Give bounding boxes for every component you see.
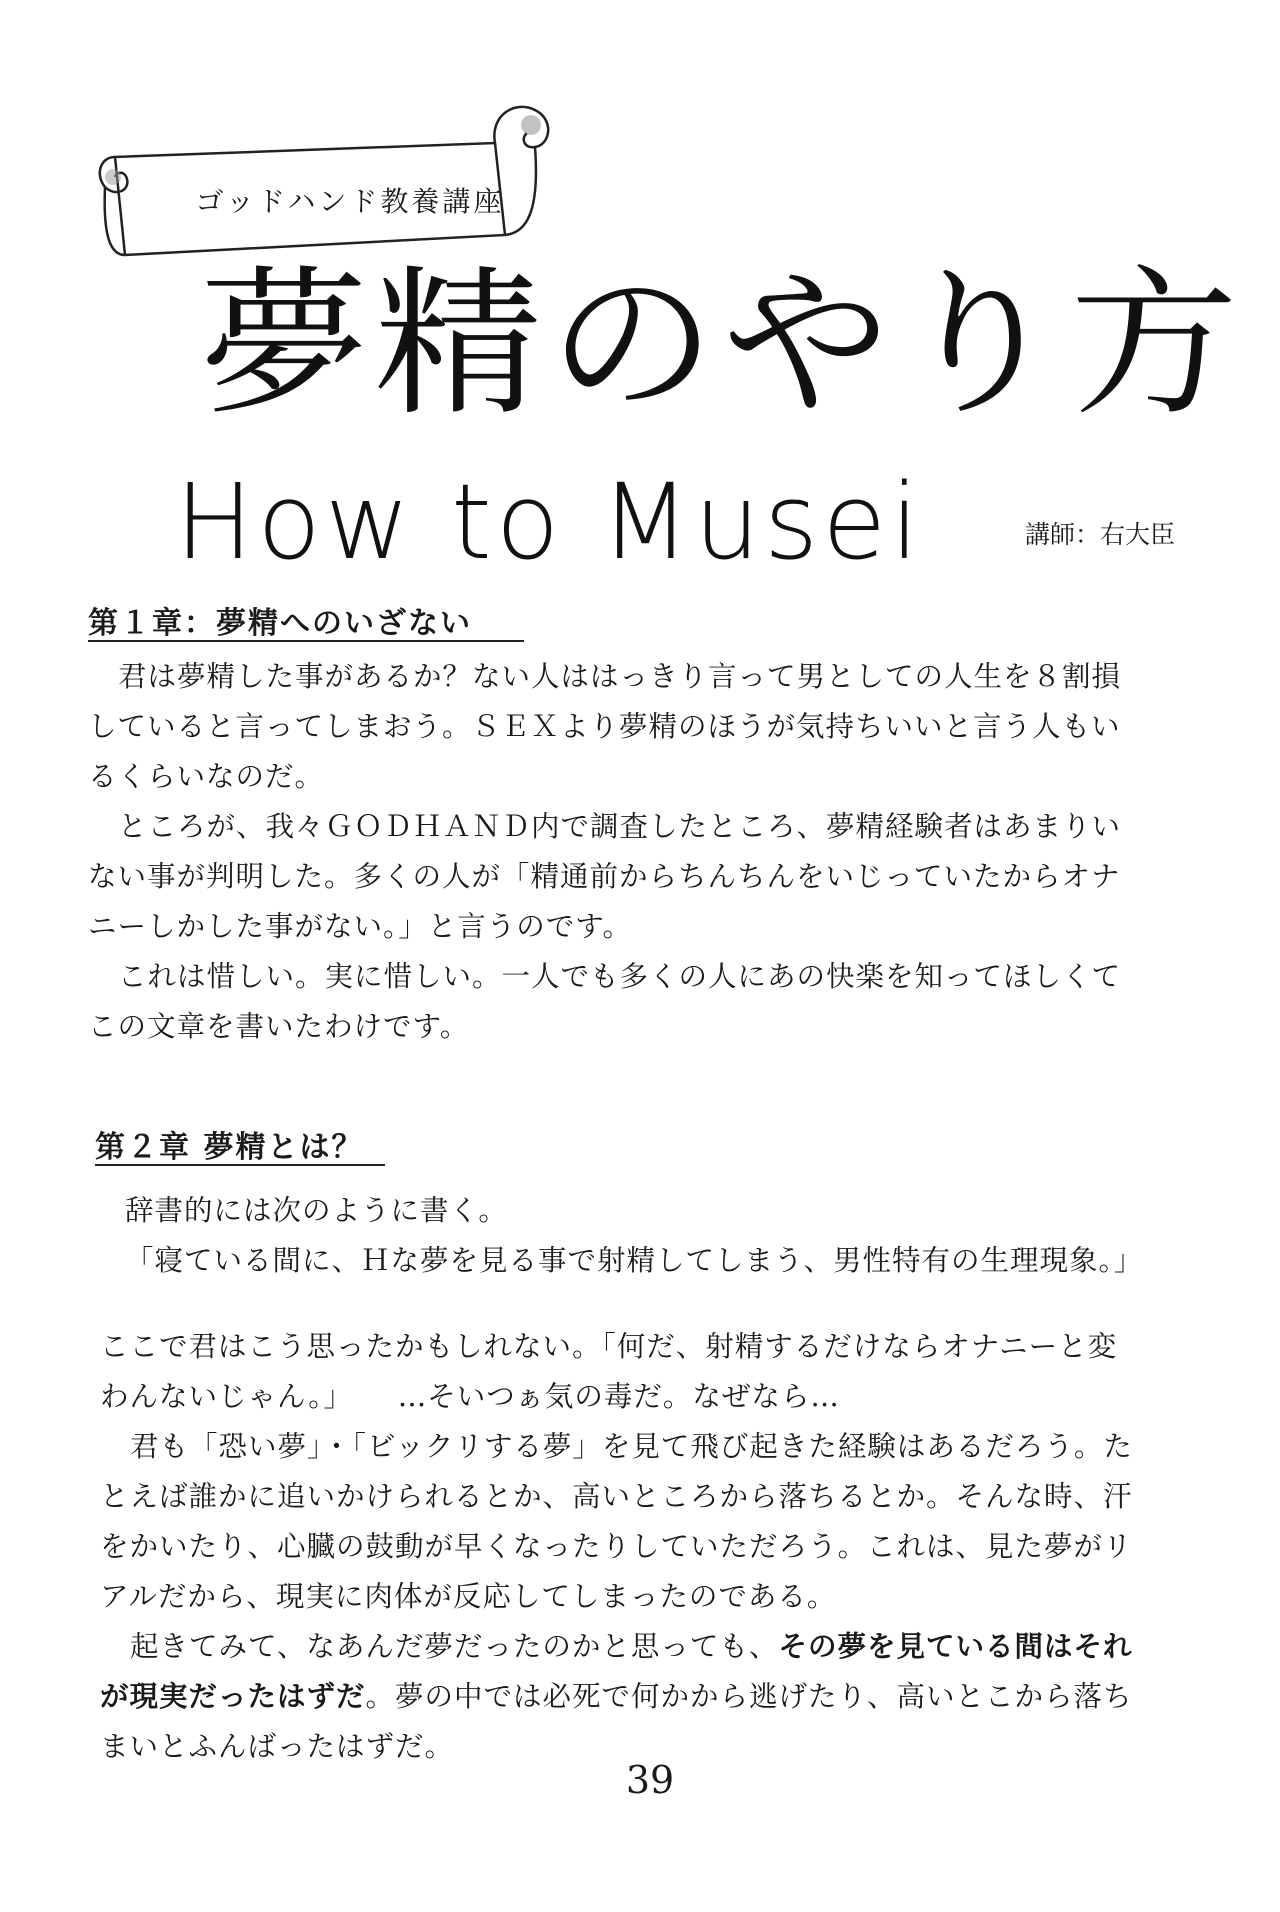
instructor-credit: 講師：右大臣 (1025, 520, 1176, 549)
chapter1-body (88, 652, 1121, 1052)
text-line: とえば誰かに追いかけられるとか、高いところから落ちるとか。そんな時、汗 (100, 1480, 1133, 1513)
subtitle: How to Musei (175, 461, 924, 583)
text-line: まいとふんばったはずだ。 (100, 1730, 455, 1763)
chapter2-heading: 第２章 夢精とは？ (95, 1130, 364, 1165)
text-emphasis: その夢を見ている間はそれ (778, 1630, 1133, 1663)
text-line: るくらいなのだ。 (88, 760, 325, 793)
main-title: 夢精のやり方 (200, 250, 1244, 438)
chapter2-definition (95, 1186, 1143, 1286)
text-plain: 。夢の中では必死で何かから逃げたり、高いとこから落ち (365, 1680, 1133, 1713)
text-line: をかいたり、心臓の鼓動が早くなったりしていただろう。これは、見た夢がリ (100, 1530, 1133, 1563)
text-line (100, 1622, 1133, 1672)
text-line: わんないじゃん。」 …そいつぁ気の毒だ。なぜなら… (100, 1380, 840, 1413)
page-number: 39 (625, 1758, 675, 1802)
text-line: ニーしかした事がない。」と言うのです。 (88, 910, 632, 943)
text-line (100, 1672, 1133, 1722)
chapter2-underline (95, 1164, 385, 1166)
series-label: ゴッドハンド教養講座 (195, 185, 505, 218)
text-plain: 起きてみて、なあんだ夢だったのかと思っても、 (130, 1630, 779, 1663)
text-line: これは惜しい。実に惜しい。一人でも多くの人にあの快楽を知ってほしくて (118, 960, 1122, 993)
chapter1-heading: 第１章：夢精へのいざない (88, 606, 472, 641)
text-line: アルだから、現実に肉体が反応してしまったのである。 (100, 1580, 837, 1613)
text-line: ない事が判明した。多くの人が「精通前からちんちんをいじっていたからオナ (88, 860, 1121, 893)
text-line: していると言ってしまおう。ＳＥＸより夢精のほうが気持ちいいと言う人もい (88, 710, 1121, 743)
text-line: ところが、我々ＧＯＤＨＡＮＤ内で調査したところ、夢精経験者はあまりい (118, 810, 1122, 843)
text-line: 辞書的には次のように書く。 (125, 1194, 508, 1227)
text-line: 君も「恐い夢」・「ビックリする夢」を見て飛び起きた経験はあるだろう。た (130, 1430, 1133, 1463)
text-line: 「寝ている間に、Ｈな夢を見る事で射精してしまう、男性特有の生理現象。」 (125, 1244, 1144, 1277)
text-line: この文章を書いたわけです。 (88, 1010, 470, 1043)
chapter1-underline (88, 640, 524, 642)
chapter2-body (100, 1322, 1133, 1772)
text-emphasis: が現実だったはずだ (100, 1680, 366, 1713)
text-line: 君は夢精した事があるか？ない人ははっきり言って男としての人生を８割損 (118, 660, 1122, 693)
text-line: ここで君はこう思ったかもしれない。「何だ、射精するだけならオナニーと変 (100, 1330, 1118, 1363)
